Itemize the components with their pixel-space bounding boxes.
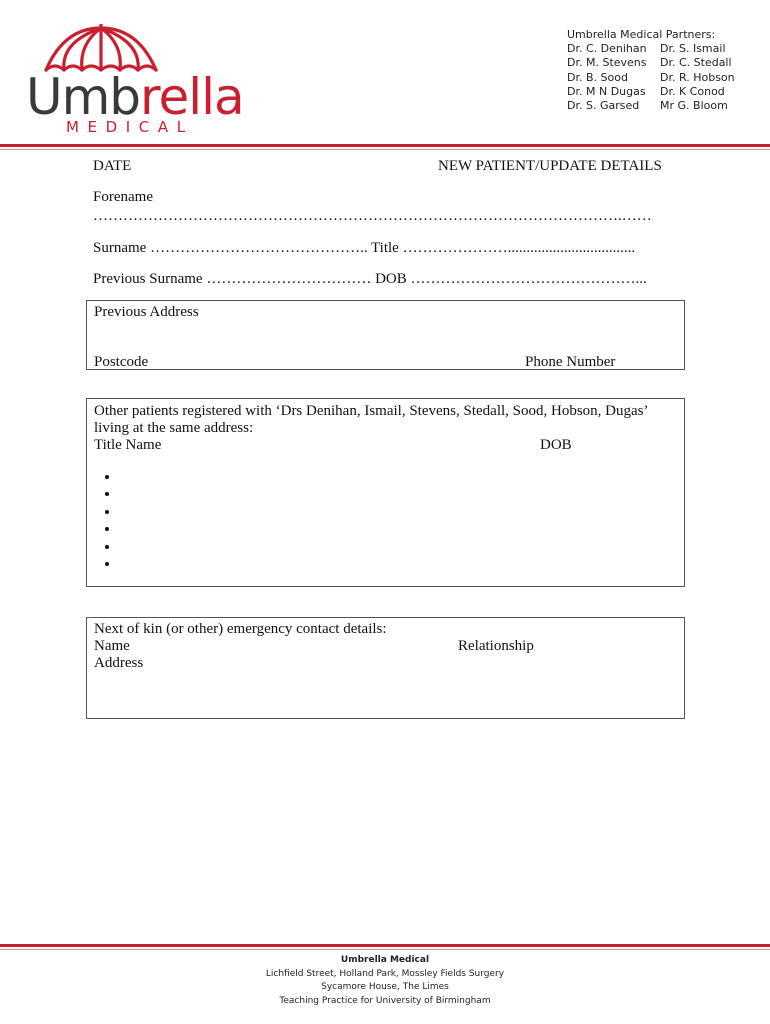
partner-name: Dr. S. Ismail xyxy=(660,42,726,56)
logo-wordmark xyxy=(26,68,244,126)
list-item[interactable] xyxy=(120,486,520,503)
dob-label: DOB xyxy=(540,437,572,453)
title-name-label: Title Name xyxy=(94,437,162,453)
footer xyxy=(0,954,770,1008)
list-item[interactable] xyxy=(120,556,520,573)
partner-name: Mr G. Bloom xyxy=(660,99,728,113)
list-item[interactable] xyxy=(120,521,520,538)
partners-row xyxy=(567,42,735,56)
partner-name: Dr. K Conod xyxy=(660,84,725,98)
partner-name: Dr. C. Denihan xyxy=(567,42,647,56)
page-title: NEW PATIENT/UPDATE DETAILS xyxy=(438,158,662,174)
partner-name: Dr. M N Dugas xyxy=(567,84,646,98)
forename-field[interactable]: …………………………………………………………………………………………….…… xyxy=(93,208,652,224)
forename-label: Forename xyxy=(93,189,153,205)
previous-surname-dob-field[interactable]: Previous Surname …………………………… DOB ………………………………………... xyxy=(93,271,647,287)
partner-name: Dr. M. Stevens xyxy=(567,56,647,70)
kin-address-label: Address xyxy=(94,655,144,671)
footer-practice-name: Umbrella Medical xyxy=(340,955,430,965)
other-patients-list xyxy=(120,469,520,573)
partners-row xyxy=(567,99,735,113)
logo-subtitle: MEDICAL xyxy=(66,118,194,136)
footer-teaching-line: Teaching Practice for University of Birmingham xyxy=(279,995,491,1006)
postcode-label: Postcode xyxy=(94,354,149,370)
partners-list xyxy=(567,28,735,113)
partners-row xyxy=(567,71,735,85)
partner-name: Dr. S. Garsed xyxy=(567,99,640,113)
header-rule xyxy=(0,144,770,147)
footer-address-line: Sycamore House, The Limes xyxy=(321,982,449,992)
next-of-kin-heading: Next of kin (or other) emergency contact details: xyxy=(94,621,387,637)
footer-rule xyxy=(0,944,770,947)
partner-name: Dr. C. Stedall xyxy=(660,56,732,70)
partner-name: Dr. R. Hobson xyxy=(660,70,735,84)
header-rule-thin xyxy=(0,149,770,150)
other-patients-box[interactable] xyxy=(86,398,685,587)
list-item[interactable] xyxy=(120,539,520,556)
phone-number-label: Phone Number xyxy=(525,354,616,370)
partners-row xyxy=(567,56,735,70)
partner-name: Dr. B. Sood xyxy=(567,70,628,84)
list-item[interactable] xyxy=(120,504,520,521)
partners-heading: Umbrella Medical Partners: xyxy=(567,28,716,41)
partners-row xyxy=(567,85,735,99)
surname-title-field[interactable]: Surname …………………………………….. Title ………………….................................. xyxy=(93,240,636,256)
date-label[interactable]: DATE xyxy=(93,158,132,174)
other-patients-intro: Other patients registered with ‘Drs Denihan, Ismail, Stevens, Stedall, Sood, Hobson, Dugas’ xyxy=(94,403,649,419)
footer-address-line: Lichfield Street, Holland Park, Mossley Fields Surgery xyxy=(265,968,505,979)
logo-word-right: rella xyxy=(140,68,244,126)
previous-address-box[interactable] xyxy=(86,300,685,370)
footer-rule-thin xyxy=(0,949,770,950)
kin-relationship-label: Relationship xyxy=(458,638,534,654)
previous-address-label: Previous Address xyxy=(94,304,199,320)
other-patients-intro-2: living at the same address: xyxy=(94,420,254,436)
kin-name-label: Name xyxy=(94,638,130,654)
list-item[interactable] xyxy=(120,469,520,486)
logo-word-left: Umb xyxy=(26,68,141,126)
next-of-kin-box[interactable] xyxy=(86,617,685,719)
